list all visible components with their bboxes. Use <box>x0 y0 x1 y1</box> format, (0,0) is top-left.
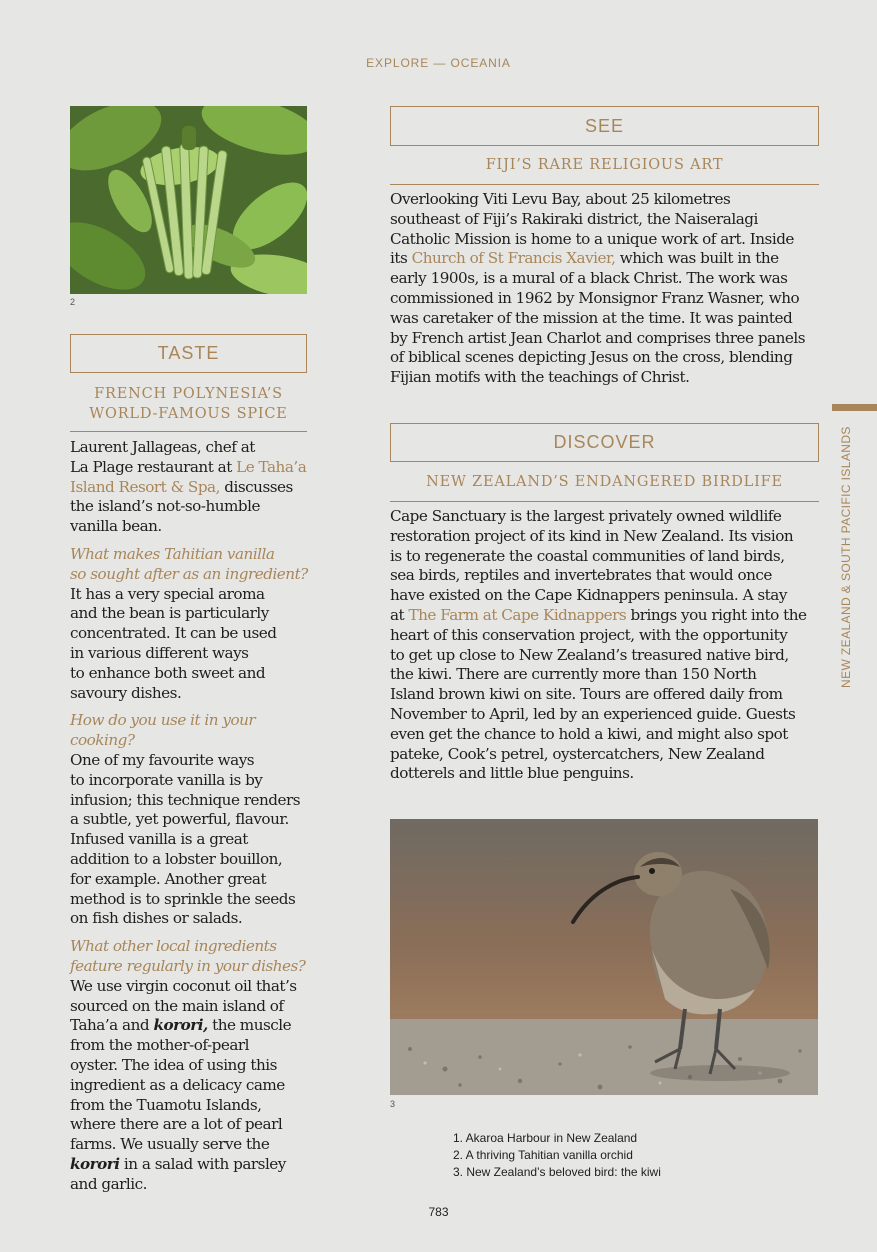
see-line: southeast of Fiji’s Rakiraki district, the Naiseralagi <box>390 209 758 228</box>
caption-item: 3. New Zealand’s beloved bird: the kiwi <box>453 1165 661 1179</box>
answer-line: It has a very special aroma <box>70 584 265 603</box>
discover-line: at <box>390 605 409 624</box>
question-3 <box>70 937 320 977</box>
discover-line: dotterels and little blue penguins. <box>390 764 634 783</box>
taste-intro-line: vanilla bean. <box>70 517 162 536</box>
taste-section-box: TASTE <box>70 334 307 373</box>
taste-heading-line1: FRENCH POLYNESIA’S <box>94 386 283 402</box>
taste-heading-line2: WORLD-FAMOUS SPICE <box>89 406 288 422</box>
discover-line: restoration project of its kind in New Zealand. Its vision <box>390 526 794 545</box>
resort-link[interactable]: Island Resort & Spa, <box>70 477 220 496</box>
discover-heading: NEW ZEALAND’S ENDANGERED BIRDLIFE <box>390 472 819 502</box>
taste-intro-line: La Plage restaurant at <box>70 457 237 476</box>
resort-link[interactable]: Le Taha’a <box>236 457 307 476</box>
taste-heading <box>70 384 307 432</box>
question-2: How do you use it in your cooking? <box>70 711 256 750</box>
question-line: feature regularly in your dishes? <box>70 956 306 975</box>
discover-section-box: DISCOVER <box>390 423 819 462</box>
see-line: Fijian motifs with the teachings of Christ. <box>390 368 690 387</box>
answer-line: oyster. The idea of using this <box>70 1055 277 1074</box>
caption-item: 1. Akaroa Harbour in New Zealand <box>453 1131 638 1145</box>
answer-line: We use virgin coconut oil that’s <box>70 976 297 995</box>
answer-line: sourced on the main island of <box>70 996 284 1015</box>
discover-line: have existed on the Cape Kidnappers peninsula. A stay <box>390 586 787 605</box>
see-section-box: SEE <box>390 106 819 146</box>
answer-line: concentrated. It can be used <box>70 624 277 643</box>
answer-1 <box>70 585 320 704</box>
answer-line: One of my favourite ways <box>70 750 255 769</box>
see-line: of biblical scenes depicting Jesus on the cross, blending <box>390 348 793 367</box>
answer-line: infusion; this technique renders <box>70 790 301 809</box>
discover-line: pateke, Cook’s petrel, oystercatchers, New Zealand <box>390 744 765 763</box>
question-1 <box>70 545 320 585</box>
see-line: early 1900s, is a mural of a black Christ. The work was <box>390 269 788 288</box>
answer-line: savoury dishes. <box>70 683 182 702</box>
church-link[interactable]: Church of St Francis Xavier, <box>411 249 616 268</box>
side-section-label <box>839 420 853 688</box>
answer-line: to enhance both sweet and <box>70 663 266 682</box>
discover-line: brings you right into the <box>626 605 807 624</box>
photo-captions <box>453 1130 661 1181</box>
bird-photo <box>390 819 818 1095</box>
see-body <box>390 190 830 388</box>
answer-3 <box>70 977 320 1195</box>
korori-term: korori, <box>153 1016 208 1035</box>
korori-term: korori <box>70 1154 120 1173</box>
answer-line: to incorporate vanilla is by <box>70 770 263 789</box>
discover-line: is to regenerate the coastal communities of land birds, <box>390 546 785 565</box>
answer-line: on fish dishes or salads. <box>70 909 243 928</box>
running-header: EXPLORE — OCEANIA <box>366 56 511 70</box>
taste-intro-line: Laurent Jallageas, chef at <box>70 438 255 456</box>
answer-line: farms. We usually serve the <box>70 1135 270 1154</box>
answer-line: from the mother-of-pearl <box>70 1036 250 1055</box>
answer-line: and the bean is particularly <box>70 604 269 623</box>
answer-2 <box>70 751 320 929</box>
answer-line: ingredient as a delicacy came <box>70 1075 285 1094</box>
see-line: Overlooking Viti Levu Bay, about 25 kilometres <box>390 190 731 208</box>
discover-line: the kiwi. There are currently more than 150 North <box>390 665 757 684</box>
answer-line: in a salad with parsley <box>119 1154 286 1173</box>
answer-line: Taha’a and <box>70 1016 154 1035</box>
discover-line: heart of this conservation project, with the opportunity <box>390 625 788 644</box>
discover-line: November to April, led by an experienced guide. Guests <box>390 704 796 723</box>
answer-line: Infused vanilla is a great <box>70 830 248 849</box>
photo-number-2: 2 <box>70 297 76 307</box>
discover-line: even get the chance to hold a kiwi, and might also spot <box>390 724 788 743</box>
answer-line: in various different ways <box>70 643 249 662</box>
answer-line: and garlic. <box>70 1174 147 1193</box>
vanilla-photo <box>70 106 307 294</box>
taste-intro-line: discusses <box>219 477 293 496</box>
see-line: commissioned in 1962 by Monsignor Franz Wasner, who <box>390 288 800 307</box>
photo-number-3: 3 <box>390 1099 396 1109</box>
answer-line: where there are a lot of pearl <box>70 1115 283 1134</box>
side-accent-bar <box>832 404 877 411</box>
see-heading: FIJI’S RARE RELIGIOUS ART <box>390 155 819 185</box>
discover-line: to get up close to New Zealand’s treasured native bird, <box>390 645 789 664</box>
caption-item: 2. A thriving Tahitian vanilla orchid <box>453 1148 633 1162</box>
answer-line: from the Tuamotu Islands, <box>70 1095 262 1114</box>
see-line: which was built in the <box>615 249 779 268</box>
see-line: its <box>390 249 412 268</box>
discover-body <box>390 507 830 784</box>
answer-line: a subtle, yet powerful, flavour. <box>70 810 289 829</box>
question-line: What makes Tahitian vanilla <box>70 544 275 563</box>
answer-line: addition to a lobster bouillon, <box>70 849 283 868</box>
question-line: What other local ingredients <box>70 937 277 956</box>
taste-body <box>70 438 320 1194</box>
see-line: Catholic Mission is home to a unique work of art. Inside <box>390 229 794 248</box>
see-line: was caretaker of the mission at the time. It was painted <box>390 308 793 327</box>
taste-intro-line: the island’s not-so-humble <box>70 497 260 516</box>
discover-line: Cape Sanctuary is the largest privately owned wildlife <box>390 507 782 525</box>
see-line: by French artist Jean Charlot and comprises three panels <box>390 328 806 347</box>
taste-intro <box>70 438 320 537</box>
question-line: so sought after as an ingredient? <box>70 564 308 583</box>
page-number: 783 <box>428 1205 449 1219</box>
answer-line: method is to sprinkle the seeds <box>70 889 296 908</box>
farm-link[interactable]: The Farm at Cape Kidnappers <box>408 605 627 624</box>
discover-line: sea birds, reptiles and invertebrates that would once <box>390 566 772 585</box>
side-section-label-text: NEW ZEALAND & SOUTH PACIFIC ISLANDS <box>839 426 853 688</box>
answer-line: for example. Another great <box>70 869 267 888</box>
discover-line: Island brown kiwi on site. Tours are offered daily from <box>390 685 783 704</box>
answer-line: the muscle <box>207 1016 292 1035</box>
